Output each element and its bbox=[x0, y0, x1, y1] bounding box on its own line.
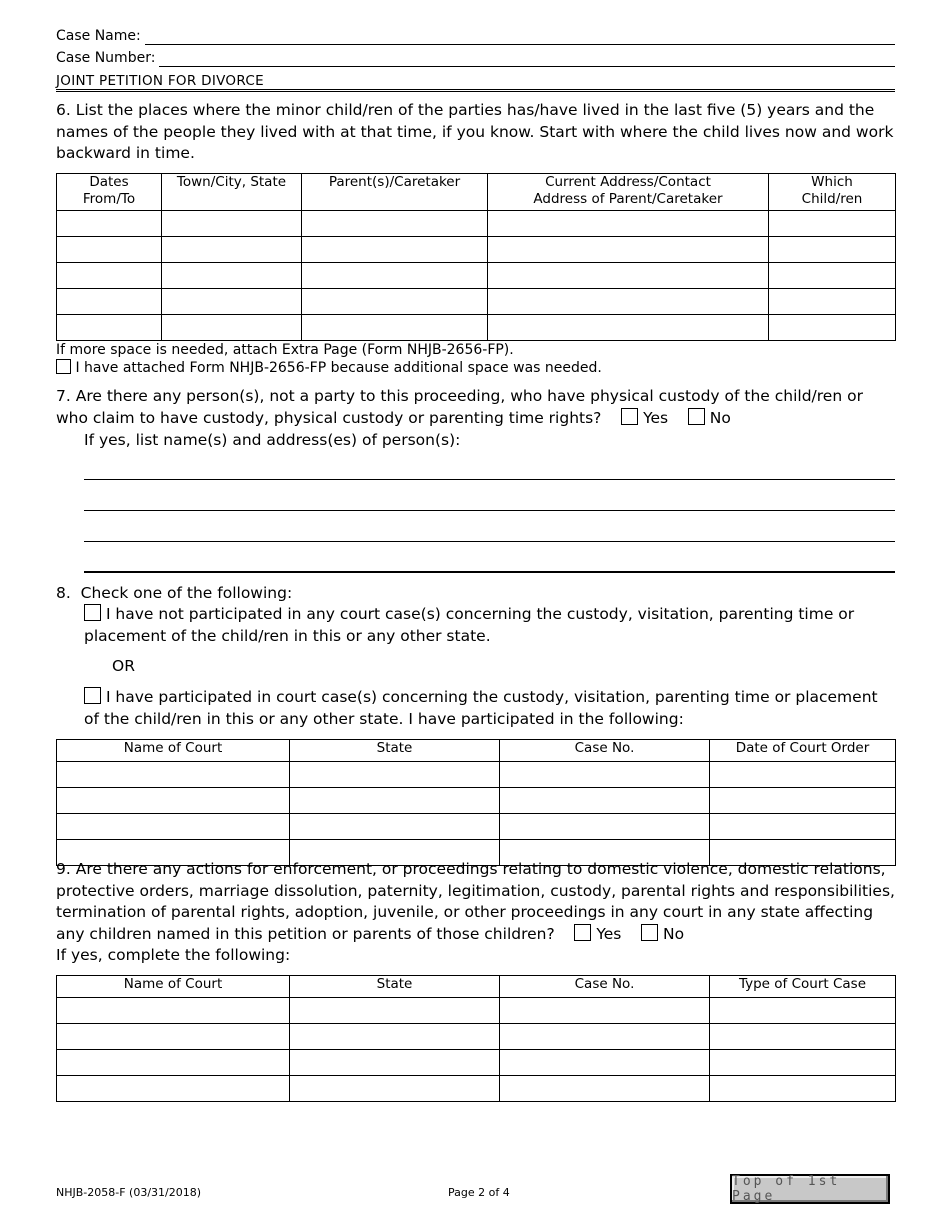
col-case-no: Case No. bbox=[500, 976, 710, 998]
residence-table bbox=[56, 173, 896, 341]
col-caretaker: Parent(s)/Caretaker bbox=[302, 174, 488, 211]
table-row bbox=[57, 237, 896, 263]
table-header-row bbox=[57, 976, 896, 998]
table-header-row bbox=[57, 740, 896, 762]
case-name-label: Case Name: bbox=[56, 28, 141, 44]
q7-yes-label: Yes bbox=[643, 408, 669, 427]
table-header-row bbox=[57, 174, 896, 211]
court-case-table bbox=[56, 739, 896, 866]
col-address bbox=[488, 174, 769, 211]
q7-answer-line[interactable] bbox=[84, 541, 895, 542]
q9-yes-label: Yes bbox=[596, 924, 622, 943]
case-number-field[interactable] bbox=[159, 53, 895, 67]
top-of-first-page-button[interactable]: Top of 1st Page bbox=[730, 1174, 890, 1204]
q9-block bbox=[56, 859, 896, 945]
table-row bbox=[57, 263, 896, 289]
table-row bbox=[57, 762, 896, 788]
table-row bbox=[57, 1050, 896, 1076]
table-row bbox=[57, 1076, 896, 1102]
table-row bbox=[57, 814, 896, 840]
table-row bbox=[57, 1024, 896, 1050]
q7-text: 7. Are there any person(s), not a party to this proceeding, who have physical custody of the child/ren or who claim to have custody, physical custody or parenting time rights? bbox=[56, 387, 863, 427]
q7-answer-line[interactable] bbox=[84, 510, 895, 511]
col-dates bbox=[57, 174, 162, 211]
q7-answer-line[interactable] bbox=[84, 479, 895, 480]
col-dates-l2: From/To bbox=[82, 191, 136, 207]
q9-if-yes: If yes, complete the following: bbox=[56, 946, 291, 964]
col-court-name: Name of Court bbox=[57, 740, 290, 762]
case-number-label: Case Number: bbox=[56, 50, 156, 66]
q9-no-checkbox[interactable] bbox=[641, 924, 658, 941]
col-order-date: Date of Court Order bbox=[710, 740, 896, 762]
q9-text: 9. Are there any actions for enforcement, or proceedings relating to domestic violence, domestic relations, protective orders, marriage dissolution, paternity, legitimation, custody, parental rights and responsibilities, termination of parental rights, adoption, juvenile, or other proceedings in any court in any state affecting any children named in this petition or parents of those children? bbox=[56, 860, 895, 943]
q7-answer-line[interactable] bbox=[84, 571, 895, 573]
q8-not-label: I have not participated in any court case(s) concerning the custody, visitation, parenting time or placement of the child/ren in this or any other state. bbox=[84, 605, 855, 645]
form-id: NHJB-2058-F (03/31/2018) bbox=[56, 1186, 202, 1199]
col-dates-l1: Dates bbox=[89, 174, 129, 190]
form-title: JOINT PETITION FOR DIVORCE bbox=[56, 73, 895, 90]
table-row bbox=[57, 788, 896, 814]
col-case-type: Type of Court Case bbox=[710, 976, 896, 998]
table-row bbox=[57, 211, 896, 237]
extra-page-note: If more space is needed, attach Extra Page (Form NHJB-2656-FP). bbox=[56, 342, 514, 358]
q8-option-have bbox=[84, 687, 894, 730]
q6-text: 6. List the places where the minor child/ren of the parties has/have lived in the last five (5) years and the names of the people they lived with at that time, if you know. Start with where the child lives now and work backward in time. bbox=[56, 101, 894, 162]
col-which-l1: Which bbox=[811, 174, 853, 190]
table-row bbox=[57, 289, 896, 315]
col-which-l2: Child/ren bbox=[801, 191, 863, 207]
q8-number: 8. bbox=[56, 584, 71, 602]
attached-row bbox=[56, 359, 602, 377]
col-state: State bbox=[290, 740, 500, 762]
table-row bbox=[57, 315, 896, 341]
col-town: Town/City, State bbox=[162, 174, 302, 211]
q8-intro: Check one of the following: bbox=[80, 584, 293, 602]
q8-have-checkbox[interactable] bbox=[84, 687, 101, 704]
q7-if-yes: If yes, list name(s) and address(es) of person(s): bbox=[84, 431, 461, 449]
col-state: State bbox=[290, 976, 500, 998]
page-number: Page 2 of 4 bbox=[448, 1186, 510, 1199]
header-divider bbox=[56, 91, 895, 92]
q7-no-checkbox[interactable] bbox=[688, 408, 705, 425]
attached-checkbox[interactable] bbox=[56, 359, 71, 374]
q7-no-label: No bbox=[709, 408, 731, 427]
other-proceedings-table bbox=[56, 975, 896, 1102]
col-court-name: Name of Court bbox=[57, 976, 290, 998]
table-row bbox=[57, 998, 896, 1024]
q7-yes-checkbox[interactable] bbox=[621, 408, 638, 425]
case-name-row bbox=[56, 27, 895, 45]
attached-label: I have attached Form NHJB-2656-FP because additional space was needed. bbox=[75, 360, 602, 376]
col-address-l1: Current Address/Contact bbox=[545, 174, 711, 190]
col-case-no: Case No. bbox=[500, 740, 710, 762]
case-number-row bbox=[56, 49, 895, 67]
q7-block bbox=[56, 386, 896, 429]
col-address-l2: Address of Parent/Caretaker bbox=[533, 191, 723, 207]
q8-not-checkbox[interactable] bbox=[84, 604, 101, 621]
q9-no-label: No bbox=[663, 924, 685, 943]
q8-intro-row bbox=[56, 583, 896, 605]
q8-option-not bbox=[84, 604, 894, 647]
case-name-field[interactable] bbox=[145, 31, 895, 45]
q8-have-label: I have participated in court case(s) concerning the custody, visitation, parenting time or placement of the child/ren in this or any other state. I have participated in the following: bbox=[84, 688, 878, 728]
col-which-child bbox=[769, 174, 896, 211]
q8-or: OR bbox=[112, 657, 135, 675]
q9-yes-checkbox[interactable] bbox=[574, 924, 591, 941]
